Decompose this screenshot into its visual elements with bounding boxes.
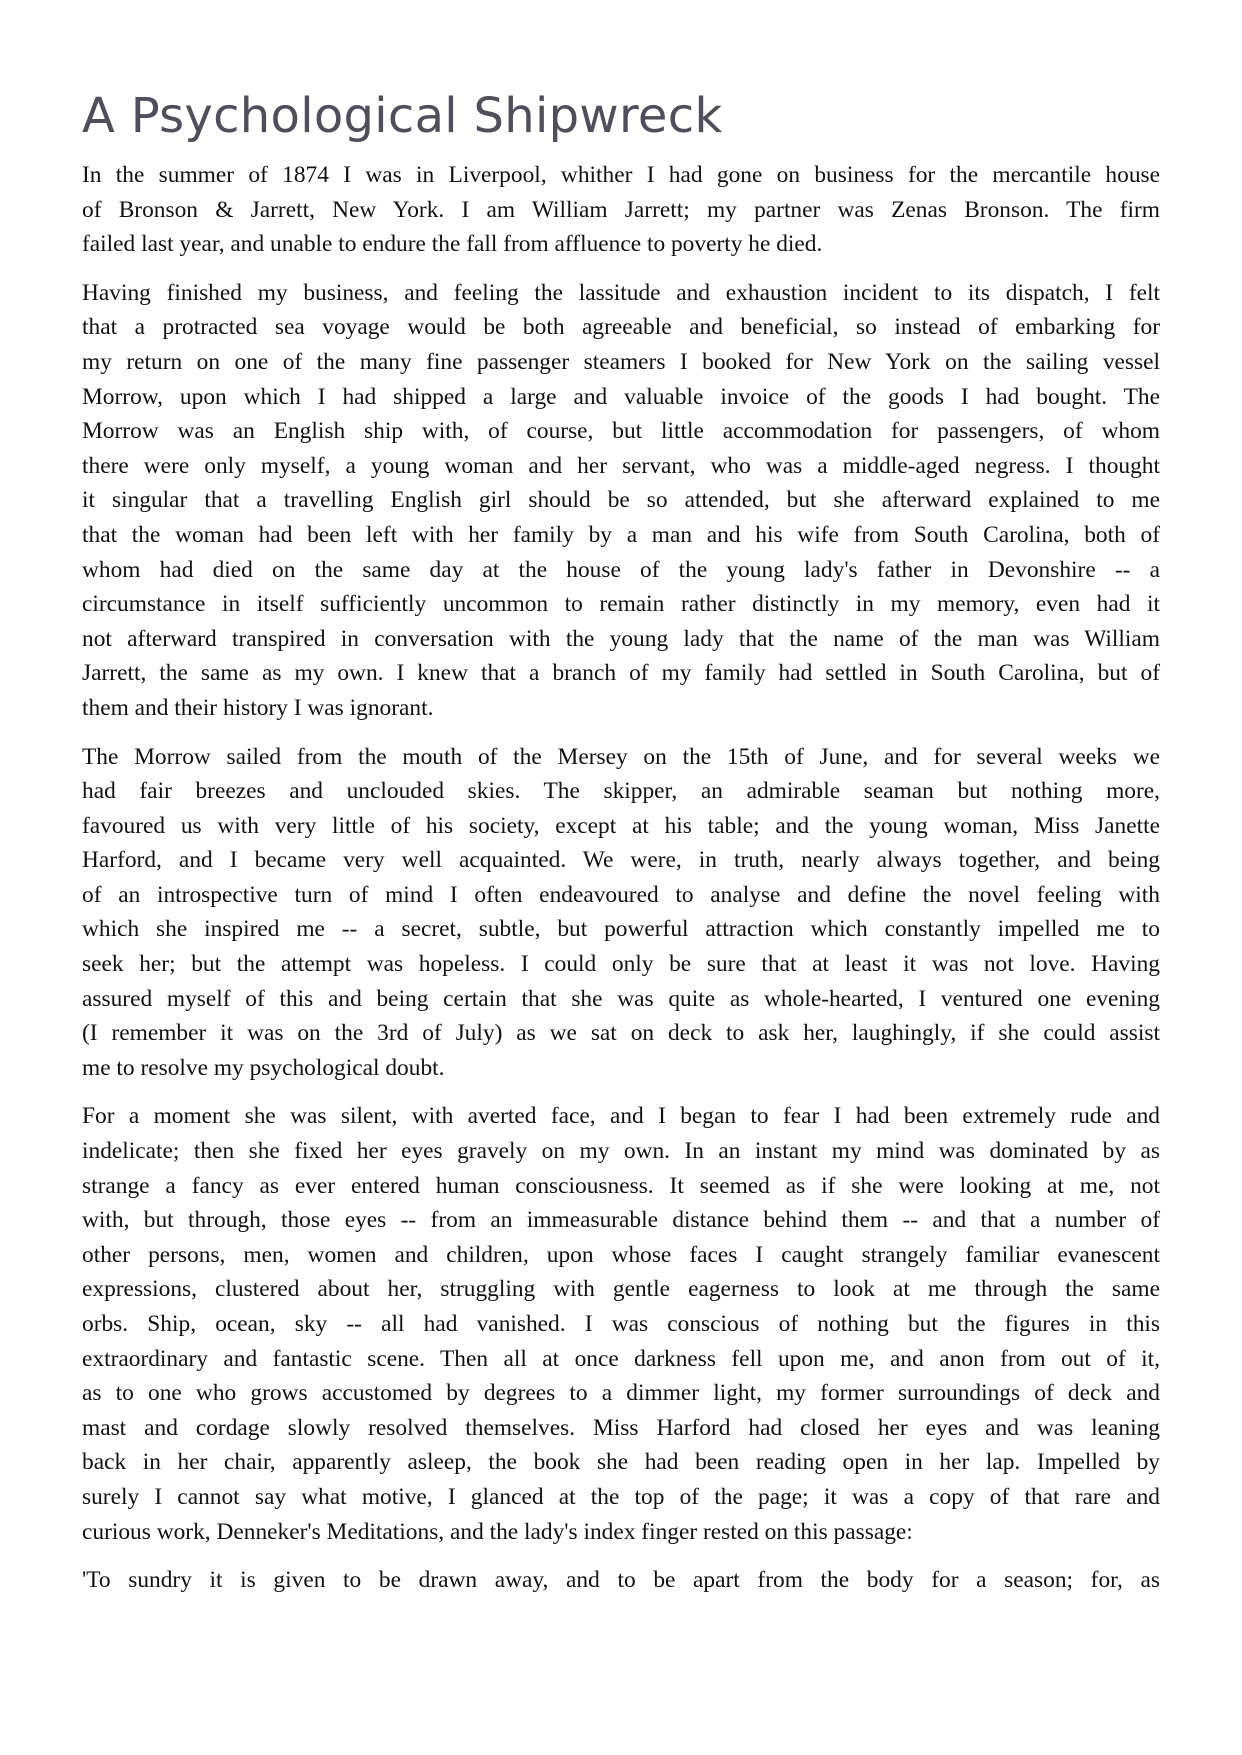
text-line: curious work, Denneker's Meditations, and the lady's index finger rested on this passage:: [82, 1518, 913, 1545]
text-line: strange a fancy as ever entered human consciousness. It seemed as if she were looking at me, not: [82, 1172, 1160, 1199]
text-line: failed last year, and unable to endure the fall from affluence to poverty he died.: [82, 231, 823, 258]
text-line: them and their history I was ignorant.: [82, 694, 434, 721]
text-line: of an introspective turn of mind I often endeavoured to analyse and define the novel feeling with: [82, 881, 1160, 908]
paragraph: [82, 1563, 1160, 1598]
text-line: of Bronson & Jarrett, New York. I am William Jarrett; my partner was Zenas Bronson. The firm: [82, 196, 1160, 223]
document-title: A Psychological Shipwreck: [82, 88, 723, 144]
text-line: my return on one of the many fine passenger steamers I booked for New York on the sailing vessel: [82, 348, 1160, 375]
paragraph: [82, 158, 1160, 262]
text-line: as to one who grows accustomed by degrees to a dimmer light, my former surroundings of deck and: [82, 1380, 1160, 1407]
text-line: circumstance in itself sufficiently uncommon to remain rather distinctly in my memory, even had it: [82, 591, 1160, 618]
text-line: that the woman had been left with her family by a man and his wife from South Carolina, both of: [82, 521, 1160, 548]
text-line: Morrow, upon which I had shipped a large and valuable invoice of the goods I had bought. The: [82, 383, 1160, 410]
text-line: In the summer of 1874 I was in Liverpool, whither I had gone on business for the mercantile house: [82, 162, 1160, 188]
paragraph: [82, 1099, 1160, 1549]
text-line: (I remember it was on the 3rd of July) as we sat on deck to ask her, laughingly, if she could assist: [82, 1020, 1160, 1047]
paragraph: [82, 740, 1160, 1086]
text-line: assured myself of this and being certain that she was quite as whole-hearted, I ventured one evening: [82, 985, 1160, 1012]
text-line: 'To sundry it is given to be drawn away, and to be apart from the body for a season; for, as: [82, 1567, 1160, 1594]
text-line: For a moment she was silent, with averted face, and I began to fear I had been extremely rude and: [82, 1103, 1160, 1130]
text-line: Jarrett, the same as my own. I knew that a branch of my family had settled in South Carolina, but of: [82, 660, 1160, 687]
text-line: surely I cannot say what motive, I glanced at the top of the page; it was a copy of that rare and: [82, 1483, 1160, 1510]
text-line: me to resolve my psychological doubt.: [82, 1054, 445, 1081]
text-line: it singular that a travelling English girl should be so attended, but she afterward explained to me: [82, 487, 1160, 514]
text-line: that a protracted sea voyage would be both agreeable and beneficial, so instead of embarking for: [82, 314, 1160, 341]
text-line: there were only myself, a young woman and her servant, who was a middle-aged negress. I thought: [82, 452, 1160, 479]
text-line: The Morrow sailed from the mouth of the Mersey on the 15th of June, and for several weeks we: [82, 743, 1160, 770]
text-line: extraordinary and fantastic scene. Then all at once darkness fell upon me, and anon from out of it,: [82, 1345, 1160, 1372]
text-line: had fair breezes and unclouded skies. The skipper, an admirable seaman but nothing more,: [82, 778, 1160, 805]
document-body: [82, 158, 1160, 1598]
text-line: Having finished my business, and feeling the lassitude and exhaustion incident to its dispatch, I felt: [82, 279, 1160, 306]
text-line: not afterward transpired in conversation with the young lady that the name of the man was William: [82, 625, 1160, 652]
text-line: Harford, and I became very well acquainted. We were, in truth, nearly always together, and being: [82, 847, 1160, 874]
paragraph: [82, 276, 1160, 726]
text-line: back in her chair, apparently asleep, the book she had been reading open in her lap. Impelled by: [82, 1449, 1160, 1476]
text-line: orbs. Ship, ocean, sky -- all had vanished. I was conscious of nothing but the figures in this: [82, 1311, 1160, 1337]
document-page: [82, 84, 1160, 1612]
text-line: indelicate; then she fixed her eyes gravely on my own. In an instant my mind was dominated by as: [82, 1138, 1160, 1165]
text-line: expressions, clustered about her, struggling with gentle eagerness to look at me through the same: [82, 1276, 1160, 1303]
text-line: favoured us with very little of his society, except at his table; and the young woman, Miss Janette: [82, 812, 1160, 839]
text-line: seek her; but the attempt was hopeless. I could only be sure that at least it was not love. Having: [82, 951, 1160, 978]
text-line: other persons, men, women and children, upon whose faces I caught strangely familiar evanescent: [82, 1241, 1160, 1268]
text-line: which she inspired me -- a secret, subtle, but powerful attraction which constantly impelled me to: [82, 916, 1160, 943]
text-line: with, but through, those eyes -- from an immeasurable distance behind them -- and that a number of: [82, 1207, 1160, 1234]
text-line: Morrow was an English ship with, of course, but little accommodation for passengers, of whom: [82, 418, 1160, 445]
text-line: whom had died on the same day at the house of the young lady's father in Devonshire -- a: [82, 556, 1160, 583]
text-line: mast and cordage slowly resolved themselves. Miss Harford had closed her eyes and was leaning: [82, 1414, 1160, 1441]
